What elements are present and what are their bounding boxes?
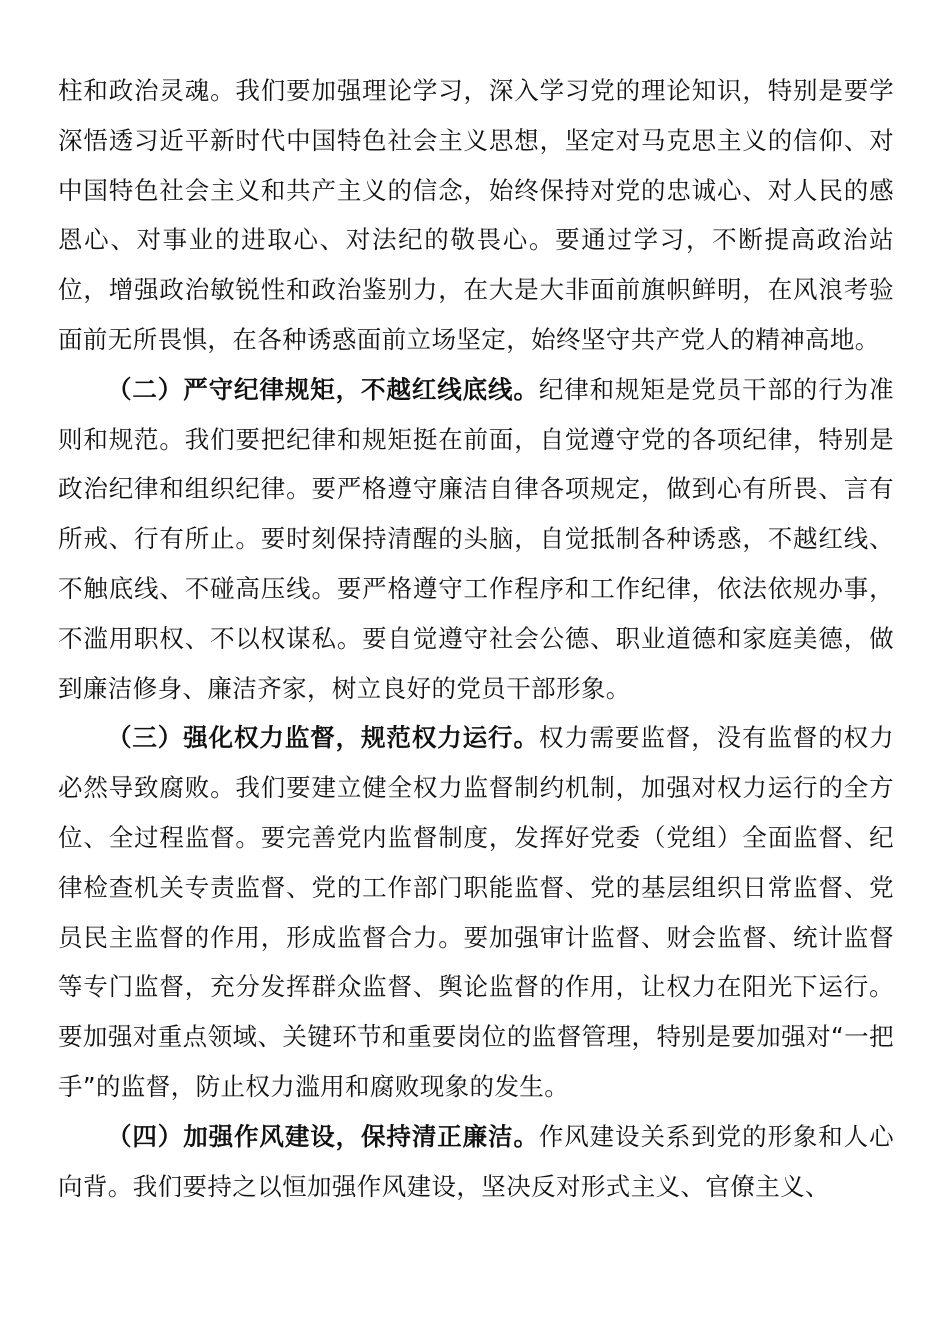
document-body	[58, 66, 894, 1211]
section-heading: （二）严守纪律规矩，不越红线底线。	[107, 374, 539, 404]
section-heading: （四）加强作风建设，保持清正廉洁。	[107, 1121, 539, 1151]
paragraph-continuation	[58, 66, 894, 365]
paragraph-section-2	[58, 365, 894, 714]
paragraph-body: 作风建设关系到党的形象和人心向背。我们要持之以恒加强作风建设，坚决反对形式主义、官僚主义、	[58, 1121, 894, 1201]
section-heading: （三）强化权力监督，规范权力运行。	[107, 723, 539, 753]
paragraph-body: 柱和政治灵魂。我们要加强理论学习，深入学习党的理论知识，特别是要学深悟透习近平新时代中国特色社会主义思想，坚定对马克思主义的信仰、对中国特色社会主义和共产主义的信念，始终保持对党的忠诚心、对人民的感恩心、对事业的进取心、对法纪的敬畏心。要通过学习，不断提高政治站位，增强政治敏锐性和政治鉴别力，在大是大非面前旗帜鲜明，在风浪考验面前无所畏惧，在各种诱惑面前立场坚定，始终坚守共产党人的精神高地。	[58, 76, 894, 354]
paragraph-body: 纪律和规矩是党员干部的行为准则和规范。我们要把纪律和规矩挺在前面，自觉遵守党的各项纪律，特别是政治纪律和组织纪律。要严格遵守廉洁自律各项规定，做到心有所畏、言有所戒、行有所止。要时刻保持清醒的头脑，自觉抵制各种诱惑，不越红线、不触底线、不碰高压线。要严格遵守工作程序和工作纪律，依法依规办事，不滥用职权、不以权谋私。要自觉遵守社会公德、职业道德和家庭美德，做到廉洁修身、廉洁齐家，树立良好的党员干部形象。	[58, 374, 894, 703]
paragraph-section-4	[58, 1112, 894, 1212]
paragraph-section-3	[58, 713, 894, 1111]
paragraph-body: 权力需要监督，没有监督的权力必然导致腐败。我们要建立健全权力监督制约机制，加强对权力运行的全方位、全过程监督。要完善党内监督制度，发挥好党委（党组）全面监督、纪律检查机关专责监督、党的工作部门职能监督、党的基层组织日常监督、党员民主监督的作用，形成监督合力。要加强审计监督、财会监督、统计监督等专门监督，充分发挥群众监督、舆论监督的作用，让权力在阳光下运行。要加强对重点领域、关键环节和重要岗位的监督管理，特别是要加强对“一把手”的监督，防止权力滥用和腐败现象的发生。	[58, 723, 894, 1101]
